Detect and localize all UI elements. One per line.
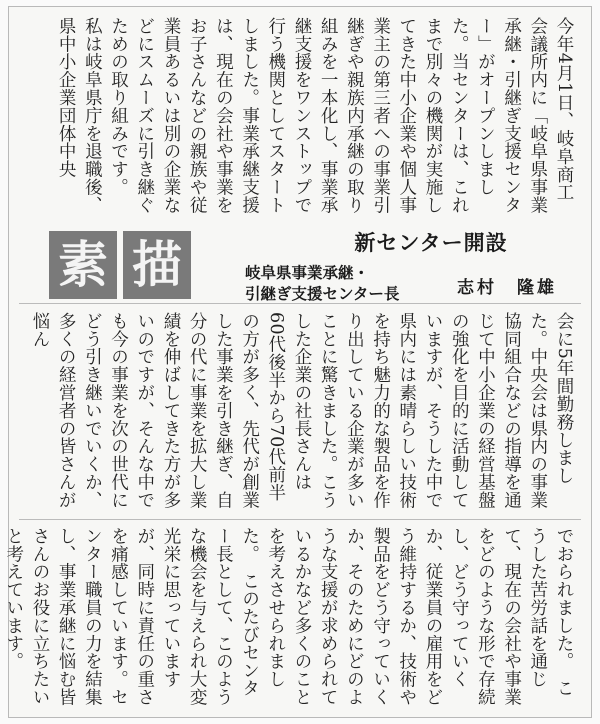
byline-org-line-2: 引継ぎ支援センター長	[245, 285, 400, 303]
article-body-bottom: でおられました。 こうした苦労話を通じて、現在の会社や事業をどのような形で存続し、どう守っていくか、従業員の雇用をどう維持するか、技術や製品をどう守っていくか、そのためにどのような支援が求められているかなど多くのことを考えさせられました。 このたびセンター長として、このような機会を与えられ大変光栄に思っていますが、同時に責任の重さを痛感しています。センター職員の力を結集し、事業承継に悩む皆さんのお役に立ちたいと考えています。	[3, 527, 574, 706]
section-divider-top	[19, 303, 581, 304]
column-logo-char-2: 描	[123, 231, 191, 299]
article-body-top: 今年4月1日、岐阜商工会議所内に「岐阜県事業承継・引継ぎ支援センター」がオープンしました。当センターは、これまで別々の機関が実施してきた中小企業や個人事業主の第三者への事業引継ぎや親族内承継の取り組みを一本化し、事業承継支援をワンストップで行う機関としてスタートしました。事業承継支援は、現在の会社や事業をお子さんなどの親族や従業員あるいは別の企業などにスムーズに引き継ぐための取り組みです。 私は岐阜県庁を退職後、県中小企業団体中央	[56, 17, 574, 214]
byline-author-name: 志村 隆雄	[457, 278, 557, 298]
byline-org-line-1: 岐阜県事業承継・	[245, 264, 370, 282]
byline-organization	[245, 263, 445, 305]
article-headline: 新センター開設	[354, 231, 508, 255]
article-body-middle: 会に5年間勤務しました。中央会は県内の事業協同組合などの指導を通じて中小企業の経営基盤の強化を目的に活動していますが、そうした中で県内には素晴らしい技術を持ち魅力的な製品を作り出している企業が多いことに驚きました。こうした企業の社長さんは60代後半から70代前半の方が多く、先代が創業した事業を引き継ぎ、自分の代に事業を拡大し業績を伸ばしてきた方が多いのですが、そんな中でも今の事業を次の世代にどう引き継いでいくか、多くの経営者の皆さんが悩ん	[29, 312, 574, 509]
column-logo	[49, 231, 191, 299]
column-logo-char-1: 素	[49, 231, 117, 299]
newspaper-clipping	[3, 6, 592, 718]
section-divider-bottom	[19, 519, 581, 520]
